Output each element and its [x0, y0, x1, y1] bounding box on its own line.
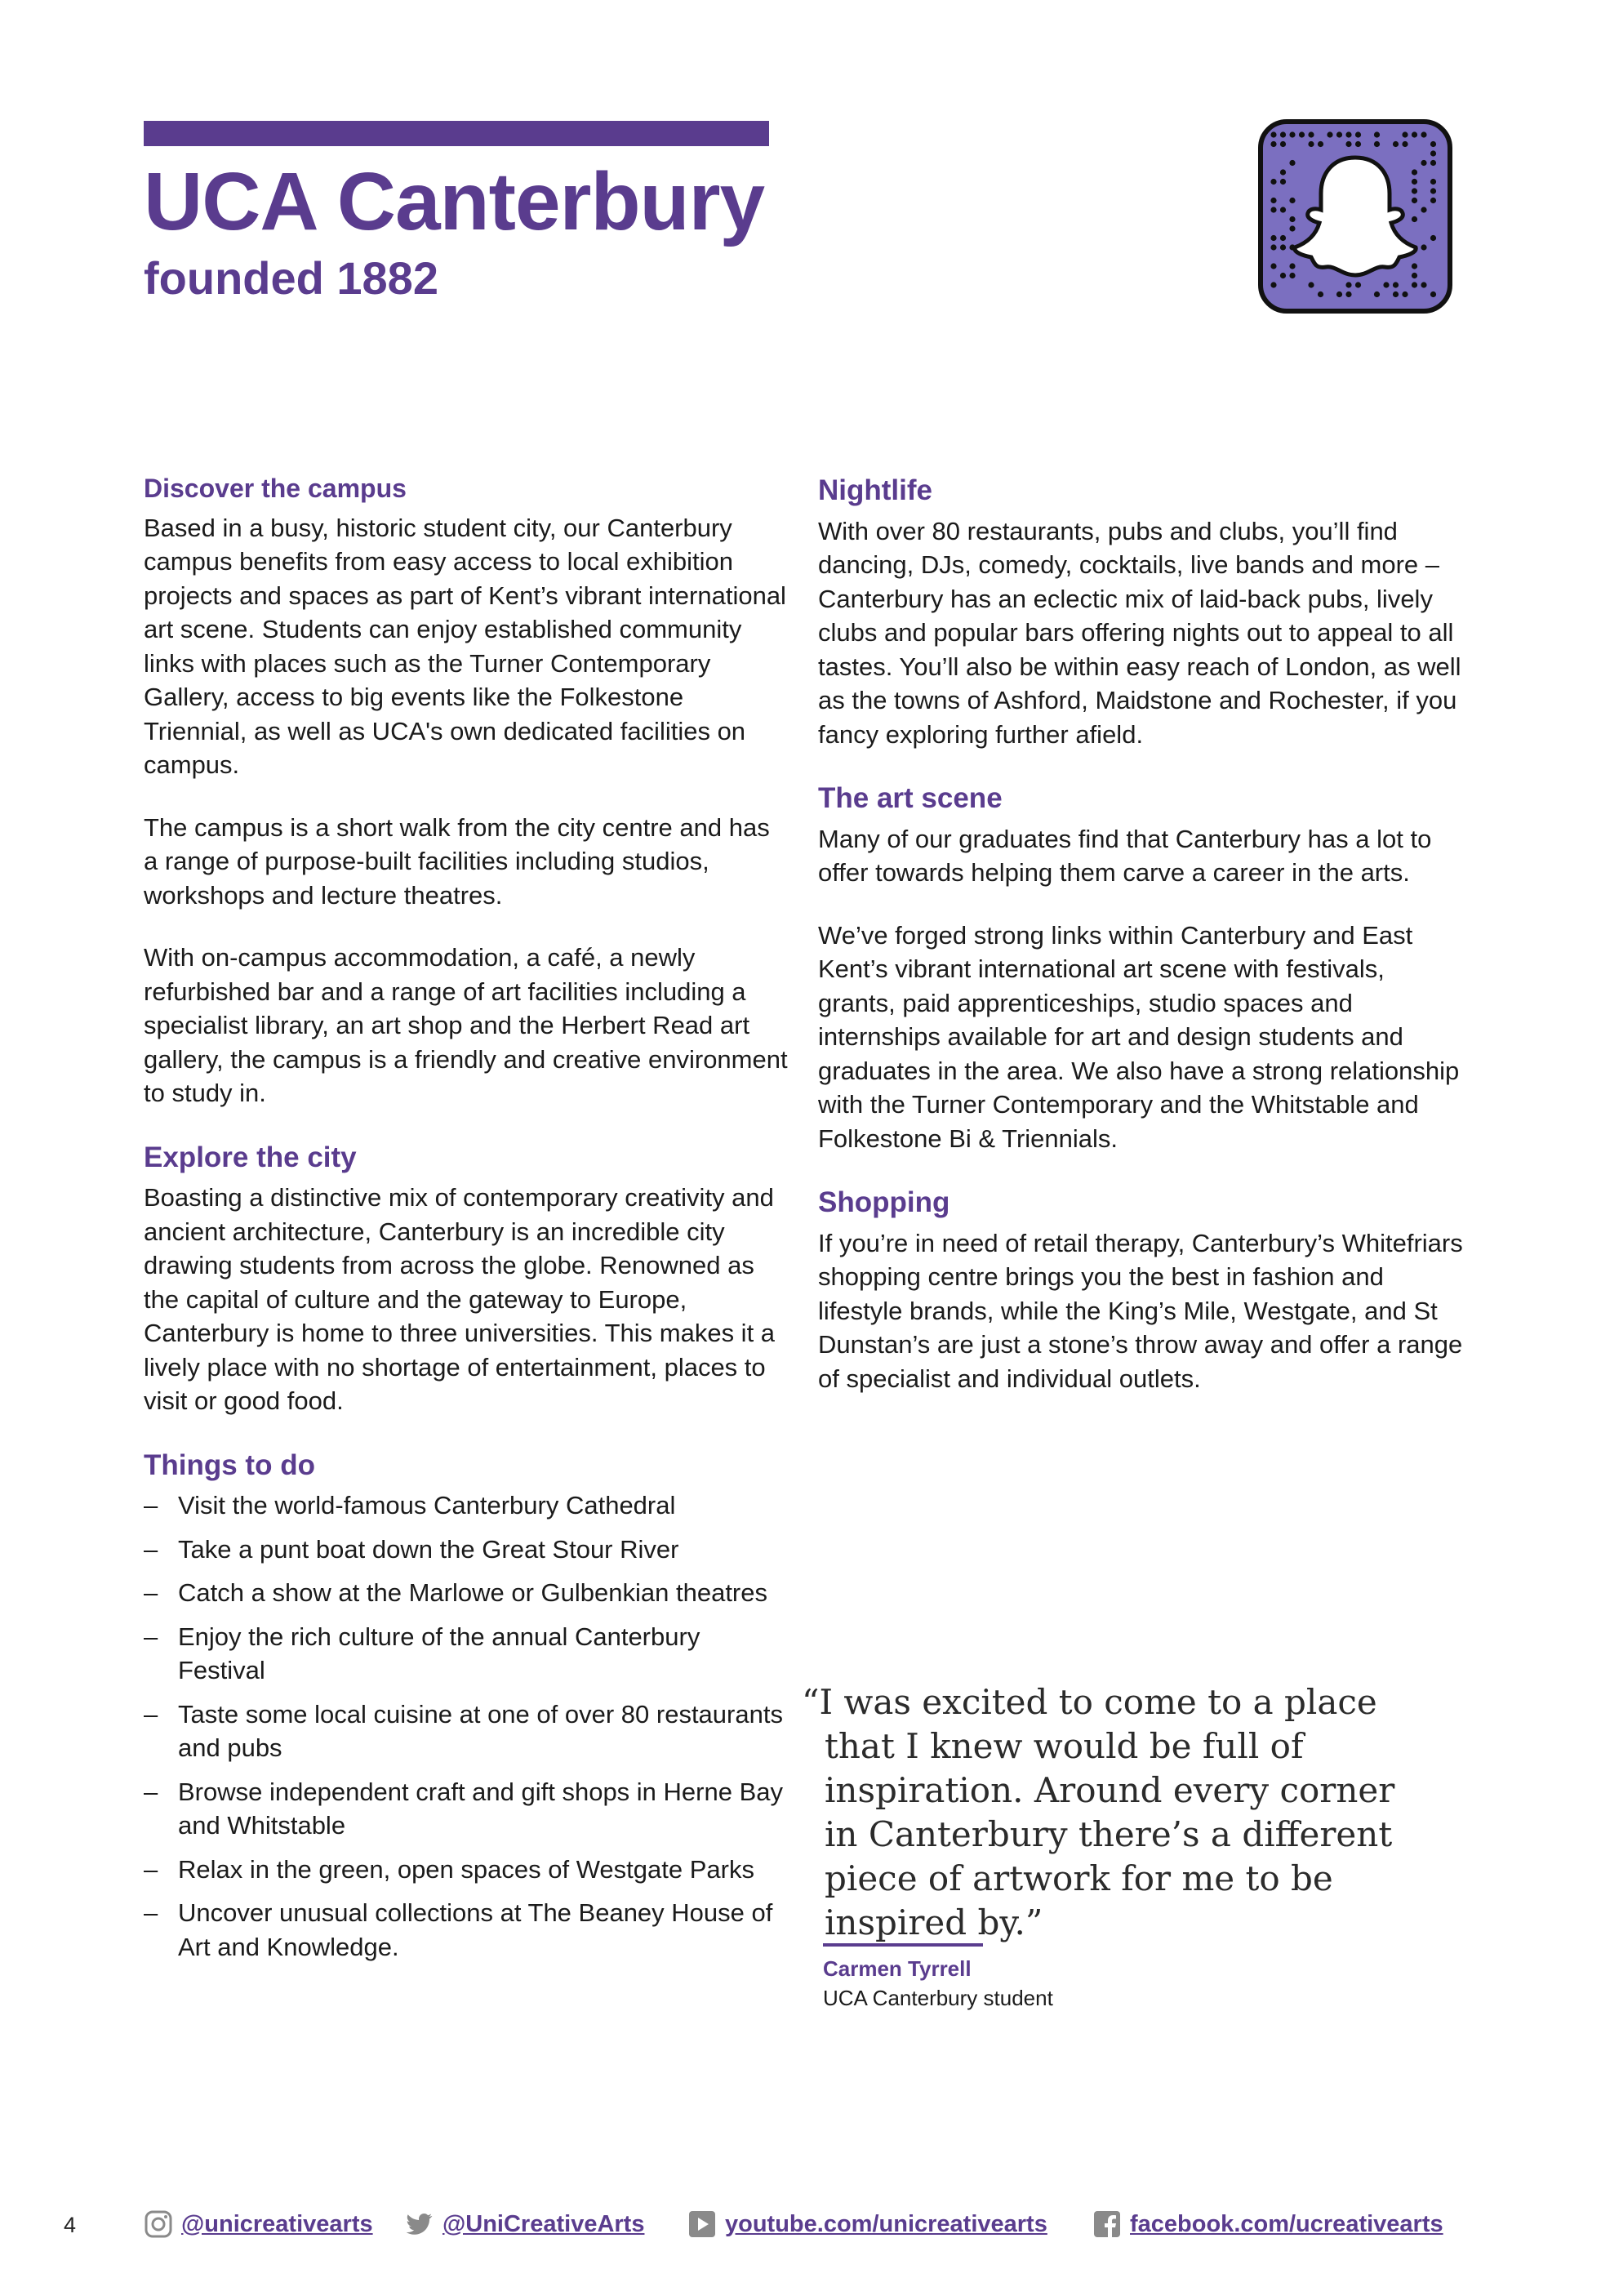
instagram-icon [144, 2209, 173, 2239]
snapcode-dot [1289, 216, 1295, 222]
snapcode-dot [1289, 131, 1295, 137]
snapcode-dot [1308, 141, 1314, 147]
snapcode-dot [1412, 169, 1417, 175]
snapcode-dot [1412, 179, 1417, 185]
things-to-do-list [144, 1488, 789, 1964]
snapcode-dot [1355, 141, 1361, 147]
snapcode-dot [1430, 150, 1436, 156]
heading-things-to-do: Things to do [144, 1448, 315, 1481]
list-item: – Uncover unusual collections at The Beaney House of Art and Knowledge. [144, 1896, 789, 1964]
snapcode-dot [1402, 141, 1408, 147]
twitter-icon [405, 2209, 434, 2239]
snapcode-dot [1430, 141, 1436, 147]
snapcode-dot [1289, 160, 1295, 166]
dash-bullet: – [144, 1898, 158, 1928]
facebook-icon [1092, 2209, 1122, 2239]
snapcode-dot [1374, 131, 1380, 137]
snapcode-dot [1374, 141, 1380, 147]
snapcode-dot [1270, 141, 1276, 147]
art-paragraph-1: Many of our graduates find that Canterbury has a lot to offer towards helping them carve a career in the arts. [818, 824, 1432, 887]
right-column [818, 472, 1463, 1424]
snapcode-dot [1280, 169, 1286, 175]
snapcode-dot [1393, 141, 1399, 147]
list-item: – Visit the world-famous Canterbury Cathedral [144, 1488, 789, 1523]
snapcode-dot [1402, 131, 1408, 137]
snapcode-dot [1412, 282, 1417, 287]
youtube-link-group [687, 2209, 1047, 2239]
snapcode-dot [1345, 131, 1351, 137]
snapcode-dot [1412, 198, 1417, 203]
quote-divider [823, 1943, 983, 1947]
snapcode-dot [1412, 188, 1417, 194]
snapcode-dot [1280, 179, 1286, 185]
snapcode-dot [1270, 131, 1276, 137]
dash-bullet: – [144, 1777, 158, 1806]
list-item: – Relax in the green, open spaces of Westgate Parks [144, 1853, 789, 1887]
section-explore [144, 1139, 789, 1418]
snapcode-dot [1430, 198, 1436, 203]
explore-paragraph-1: Boasting a distinctive mix of contemporary creativity and ancient architecture, Canterbury is an incredible city drawing students from across the globe. Renowned as the capital of culture and the gateway to Europe, Canterbury is home to three universities. This makes it a lively place with no shortage of entertainment, places to visit or good food. [144, 1183, 776, 1416]
snapcode-dot [1383, 282, 1389, 287]
snapcode-dot [1430, 235, 1436, 241]
snapcode-dot [1355, 131, 1361, 137]
snapcode-dot [1345, 282, 1351, 287]
snapcode-dot [1421, 282, 1426, 287]
instagram-link[interactable]: @unicreativearts [181, 2210, 373, 2237]
dash-bullet: – [144, 1854, 158, 1884]
snapcode-dot [1430, 179, 1436, 185]
heading-explore: Explore the city [144, 1141, 357, 1173]
art-paragraph-2: We’ve forged strong links within Canterbury and East Kent’s vibrant international art scene with festivals, grants, paid apprenticeships, studio spaces and internships available for art and design students and graduates in the area. We also have a strong relationship with the Turner Contemporary and the Whitstable and Folkestone Bi & Triennials. [818, 920, 1460, 1153]
snapcode-dot [1280, 273, 1286, 278]
snapcode-dot [1280, 131, 1286, 137]
heading-nightlife: Nightlife [818, 474, 932, 506]
dash-bullet: – [144, 1534, 158, 1564]
snapcode-dot [1289, 273, 1295, 278]
snapcode-dot [1270, 282, 1276, 287]
footer [0, 2205, 1601, 2254]
title-bar [144, 121, 769, 146]
snapcode-dot [1280, 141, 1286, 147]
snapcode-dot [1412, 131, 1417, 137]
snapcode-dot [1402, 291, 1408, 297]
snapcode-dot [1393, 291, 1399, 297]
quote-text: “I was excited to come to a place that I knew would be full of inspiration. Around every corner in Canterbury there’s a different piece of artwork for me to be inspired by.” [802, 1682, 1395, 1942]
snapcode-dot [1270, 207, 1276, 212]
page-subtitle: founded 1882 [144, 252, 438, 304]
snapcode-dot [1270, 235, 1276, 241]
list-item: – Catch a show at the Marlowe or Gulbenkian theatres [144, 1576, 789, 1610]
discover-paragraph-2: The campus is a short walk from the city centre and has a range of purpose-built facilities including studios, workshops and lecture theatres. [144, 812, 770, 910]
page-number: 4 [64, 2213, 77, 2237]
quote-author-role: UCA Canterbury student [823, 1986, 1053, 2010]
snapcode-dot [1270, 263, 1276, 269]
snapcode-dot [1421, 160, 1426, 166]
snapcode-dot [1270, 179, 1276, 185]
snapcode-dot [1393, 282, 1399, 287]
section-things-to-do [144, 1447, 789, 1965]
heading-discover: Discover the campus [144, 474, 407, 503]
snapcode-dot [1280, 244, 1286, 250]
facebook-link[interactable]: facebook.com/ucreativearts [1130, 2210, 1443, 2237]
snapcode-dot [1345, 291, 1351, 297]
list-item: – Enjoy the rich culture of the annual Canterbury Festival [144, 1620, 789, 1688]
list-item: – Browse independent craft and gift shops in Herne Bay and Whitstable [144, 1775, 789, 1843]
snapcode-dot [1355, 282, 1361, 287]
snapcode-dot [1374, 291, 1380, 297]
snapcode-dot [1345, 141, 1351, 147]
snapcode-dot [1308, 282, 1314, 287]
dash-bullet: – [144, 1622, 158, 1651]
list-item: – Take a punt boat down the Great Stour River [144, 1533, 789, 1567]
snapcode-dot [1430, 188, 1436, 194]
discover-paragraph-1: Based in a busy, historic student city, our Canterbury campus benefits from easy access to local exhibition projects and spaces as part of Kent’s vibrant international art scene. Students can enjoy established community links with places such as the Turner Contemporary Gallery, access to big events like the Folkestone Triennial, as well as UCA's own dedicated facilities on campus. [144, 513, 786, 780]
snapcode-dot [1308, 131, 1314, 137]
dash-bullet: – [144, 1578, 158, 1608]
snapchat-ghost-icon[interactable] [1257, 118, 1453, 314]
left-column [144, 472, 789, 1973]
snapcode-dot [1421, 244, 1426, 250]
section-discover [144, 472, 789, 1110]
snapcode-dot [1421, 207, 1426, 212]
twitter-link-group [405, 2209, 644, 2239]
page-title: UCA Canterbury [144, 156, 765, 247]
snapcode-dot [1289, 225, 1295, 231]
list-item: – Taste some local cuisine at one of over 80 restaurants and pubs [144, 1698, 789, 1765]
shopping-paragraph-1: If you’re in need of retail therapy, Canterbury’s Whitefriars shopping centre brings you the best in fashion and lifestyle brands, while the King’s Mile, Westgate, and St Dunstan’s are just a stone’s throw away and offer a range of specialist and individual outlets. [818, 1228, 1463, 1393]
snapcode-dot [1270, 244, 1276, 250]
student-quote [802, 1680, 1422, 1945]
snapcode-dot [1289, 198, 1295, 203]
heading-shopping: Shopping [818, 1186, 950, 1218]
snapcode-dot [1421, 131, 1426, 137]
quote-author-name: Carmen Tyrrell [823, 1956, 972, 1981]
snapcode-dot [1412, 273, 1417, 278]
snapcode-dot [1430, 160, 1436, 166]
snapcode-dot [1412, 263, 1417, 269]
snapcode-dot [1412, 216, 1417, 222]
instagram-link-group [144, 2209, 373, 2239]
snapcode-dot [1430, 291, 1436, 297]
youtube-icon [687, 2209, 717, 2239]
twitter-link[interactable]: @UniCreativeArts [442, 2210, 645, 2237]
snapcode-dot [1318, 291, 1323, 297]
facebook-link-group [1092, 2209, 1443, 2239]
youtube-link[interactable]: youtube.com/unicreativearts [725, 2210, 1047, 2237]
section-art-scene [818, 780, 1463, 1155]
nightlife-paragraph-1: With over 80 restaurants, pubs and clubs, you’ll find dancing, DJs, comedy, cocktails, live bands and more – Canterbury has an eclectic mix of laid-back pubs, lively clubs and popular bars offering nights out to appeal to all tastes. You’ll also be within easy reach of London, as well as the towns of Ashford, Maidstone and Rochester, if you fancy exploring further afield. [818, 516, 1461, 749]
heading-art-scene: The art scene [818, 782, 1003, 814]
dash-bullet: – [144, 1491, 158, 1520]
discover-paragraph-3: With on-campus accommodation, a café, a newly refurbished bar and a range of art facilities including a specialist library, an art shop and the Herbert Read art gallery, the campus is a friendly and creative environment to study in. [144, 943, 788, 1108]
section-shopping [818, 1184, 1463, 1395]
snapcode-dot [1327, 131, 1332, 137]
snapcode-dot [1336, 131, 1342, 137]
snapcode-dot [1289, 263, 1295, 269]
snapcode-dot [1318, 141, 1323, 147]
snapcode-dot [1280, 235, 1286, 241]
snapcode-dot [1270, 198, 1276, 203]
section-nightlife [818, 472, 1463, 751]
snapcode-dot [1299, 131, 1305, 137]
snapcode-dot [1280, 207, 1286, 212]
snapcode-dot [1336, 291, 1342, 297]
dash-bullet: – [144, 1699, 158, 1729]
